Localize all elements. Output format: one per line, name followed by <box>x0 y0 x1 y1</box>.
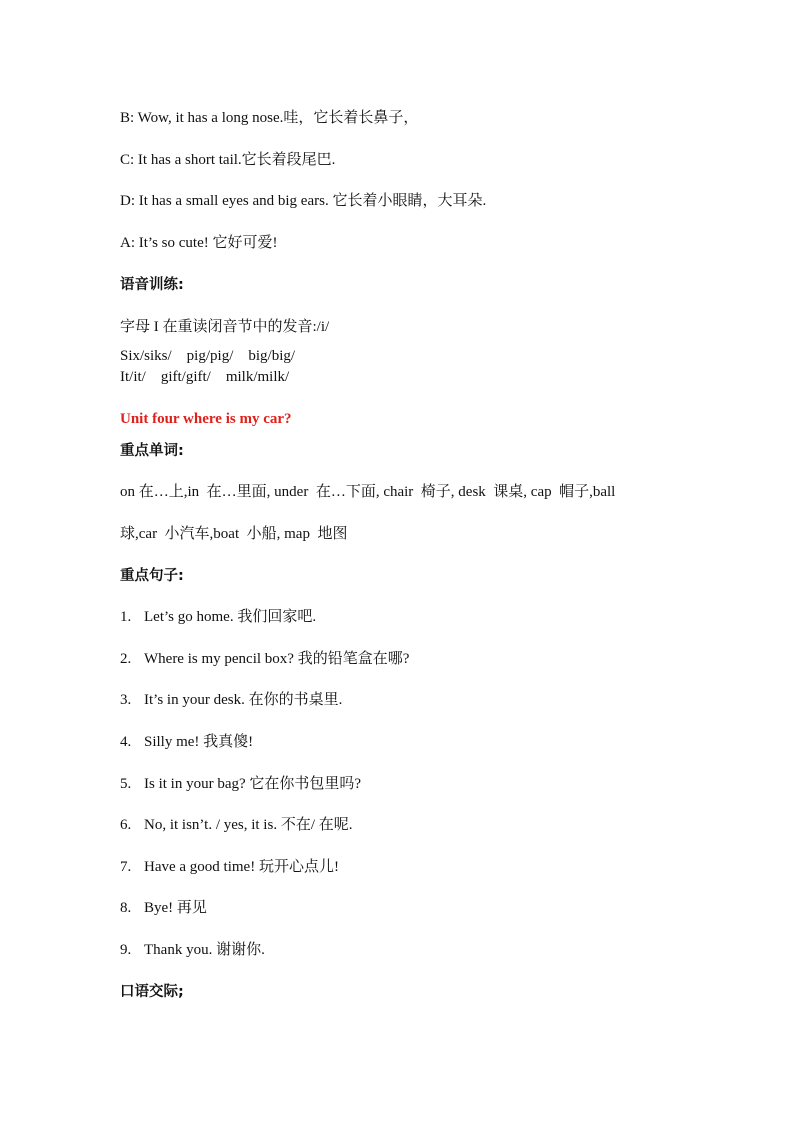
phonics-examples-2: It/it/ gift/gift/ milk/milk/ <box>120 369 290 385</box>
sentence-number: 5. <box>120 776 132 792</box>
sentence-text: Bye! 再见 <box>144 900 207 916</box>
sentence-item <box>120 858 339 876</box>
sentence-item <box>120 608 316 626</box>
dialogue-line: A: It’s so cute! 它好可爱! <box>120 235 278 251</box>
sentences-heading: 重点句子: <box>120 568 184 584</box>
sentence-text: Let’s go home. 我们回家吧. <box>144 609 317 625</box>
phonics-heading: 语音训练: <box>120 277 184 293</box>
sentence-number: 3. <box>120 692 132 708</box>
sentence-item <box>120 650 409 668</box>
sentence-number: 2. <box>120 651 132 667</box>
sentence-text: Is it in your bag? 它在你书包里吗? <box>144 776 362 792</box>
sentence-text: Have a good time! 玩开心点儿! <box>144 859 339 875</box>
dialogue-line: D: It has a small eyes and big ears. 它长着小眼睛，大耳朵. <box>120 193 487 209</box>
sentence-number: 6. <box>120 817 132 833</box>
sentence-number: 4. <box>120 734 132 750</box>
words-heading: 重点单词: <box>120 443 184 459</box>
sentence-text: Silly me! 我真傻! <box>144 734 254 750</box>
unit-title: Unit four where is my car? <box>120 411 292 427</box>
sentence-number: 1. <box>120 609 132 625</box>
oral-heading: 口语交际; <box>120 984 184 1000</box>
sentence-item <box>120 733 253 751</box>
sentence-item <box>120 899 207 917</box>
sentence-item <box>120 775 361 793</box>
sentence-text: Where is my pencil box? 我的铅笔盒在哪? <box>144 651 410 667</box>
dialogue-line: C: It has a short tail.它长着段尾巴. <box>120 152 336 168</box>
sentence-item <box>120 816 352 834</box>
sentence-text: It’s in your desk. 在你的书桌里. <box>144 692 343 708</box>
sentence-item <box>120 941 265 959</box>
sentence-item <box>120 691 342 709</box>
phonics-rule: 字母 I 在重读闭音节中的发音:/i/ <box>120 319 330 335</box>
sentence-number: 8. <box>120 900 132 916</box>
sentence-number: 9. <box>120 942 132 958</box>
sentence-number: 7. <box>120 859 132 875</box>
words-line-1: on 在…上,in 在…里面, under 在…下面, chair 椅子, desk 课桌, cap 帽子,ball <box>120 484 616 500</box>
words-line-2: 球,car 小汽车,boat 小船, map 地图 <box>120 526 348 542</box>
dialogue-line: B: Wow, it has a long nose.哇，它长着长鼻子， <box>120 110 419 126</box>
phonics-examples-1: Six/siks/ pig/pig/ big/big/ <box>120 348 296 364</box>
sentence-text: Thank you. 谢谢你. <box>144 942 265 958</box>
sentence-text: No, it isn’t. / yes, it is. 不在/ 在呢. <box>144 817 353 833</box>
